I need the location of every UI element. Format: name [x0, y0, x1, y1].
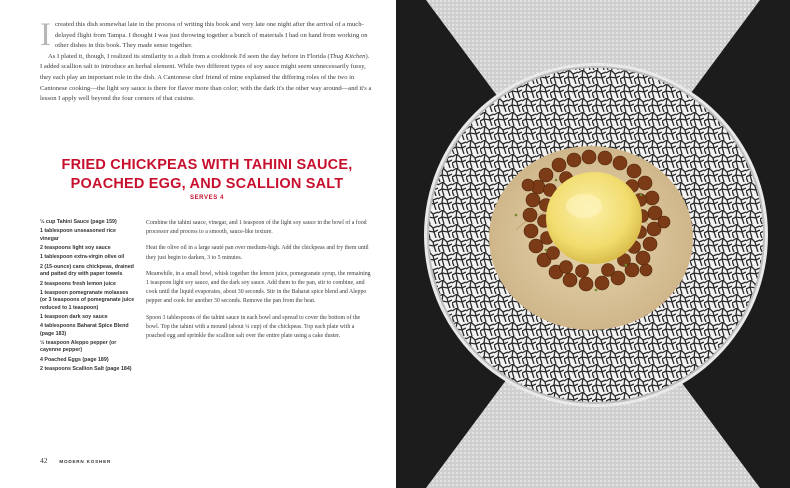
recipe-title — [32, 156, 382, 194]
recipe-title-line-1: FRIED CHICKPEAS WITH TAHINI SAUCE, — [61, 157, 353, 173]
page-footer — [40, 456, 111, 465]
method-step: Heat the olive oil in a large sauté pan over medium-high. Add the chickpeas and fry them until they just begin to darken, 3 to 5 minutes. — [146, 245, 369, 261]
ingredient-list — [40, 219, 136, 375]
ingredient-item: ½ teaspoon Aleppo pepper (or cayenne pepper) — [40, 340, 117, 354]
ingredient-item: 1 teaspoon dark soy sauce — [40, 313, 108, 320]
intro-text — [40, 17, 373, 105]
drop-cap: I — [40, 17, 51, 53]
ingredient-item: 2 teaspoons light soy sauce — [40, 245, 111, 252]
ingredient-item: 1 tablespoon unseasoned rice vinegar — [40, 228, 116, 242]
intro-paragraph-1: created this dish somewhat late in the process of writing this book and very late one night after the arrival of a much-delayed flight from Tampa. I thought I was just throwing together a bunch of materials I had on hand from working on other dishes in this book. They made sense together. — [55, 21, 368, 50]
ingredient-item: 2 teaspoons fresh lemon juice — [40, 280, 116, 287]
dish-photo-illustration — [396, 0, 790, 488]
page-number: 42 — [40, 456, 48, 465]
egg-highlight — [566, 194, 602, 218]
method-step: Combine the tahini sauce, vinegar, and 1 teaspoon of the light soy sauce in the bowl of a food processor and process to a smooth, sauce-like texture. — [146, 220, 367, 236]
method-steps — [146, 219, 372, 348]
book-reference: Thug Kitchen — [329, 52, 366, 60]
poached-egg — [546, 172, 642, 264]
intro-paragraph-2-end: ). I added scallion salt to introduce an herbal element. While two different types of soy sauce might seem unnecessarily fussy, they each play an important role in the dish. A Cantonese chef friend of mine explained the differing roles of the two in Cantonese cooking—the light soy sauce is there for flavor more than color; with the dark it's the other way around—and it's a lesson I apply well beyond the four corners of that cuisine. — [40, 52, 372, 103]
ingredient-item: 4 Poached Eggs (page 189) — [40, 356, 109, 363]
dish-photo — [396, 0, 790, 488]
ingredient-item: 4 tablespoons Baharat Spice Blend (page 183) — [40, 323, 129, 337]
ingredient-item: 2 teaspoons Scallion Salt (page 184) — [40, 366, 132, 373]
method-step: Spoon 3 tablespoons of the tahini sauce in each bowl and spread to cover the bottom of the bowl. Top the tahini with a mound (about ¼ cup) of the chickpeas. Top each plate with a poached egg and sprinkle the scallion salt over the entire plate using a cake duster. — [146, 314, 361, 340]
method-step: Meanwhile, in a small bowl, whisk together the lemon juice, pomegranate syrup, the remaining 1 teaspoon light soy sauce, and the dark soy sauce. Add them to the pan, stir to combine, and cook until the liquid evaporates, about 30 seconds. Stir in the Baharat spice blend and Aleppo pepper and cook for another 30 seconds. Remove the pan from the heat. — [146, 270, 371, 305]
intro-paragraph-2 — [40, 52, 373, 105]
ingredient-item: ½ cup Tahini Sauce (page 159) — [40, 219, 117, 225]
book-title: MODERN KOSHER — [59, 459, 112, 464]
serves-label: SERVES 4 — [189, 195, 225, 201]
intro-paragraph-2-start: As I plated it, though, I realized its similarity to a dish from a cookbook I'd seen the day before in Florida ( — [48, 52, 330, 60]
ingredient-item: 1 teaspoon pomegranate molasses (or 3 teaspoons of pomegranate juice reduced to 1 teaspoon) — [40, 289, 135, 311]
ingredient-item: 1 tablespoon extra-virgin olive oil — [40, 254, 125, 261]
ingredient-item: 2 (15-ounce) cans chickpeas, drained and patted dry with paper towels — [40, 263, 134, 278]
recipe-title-line-2: POACHED EGG, AND SCALLION SALT — [70, 176, 344, 192]
